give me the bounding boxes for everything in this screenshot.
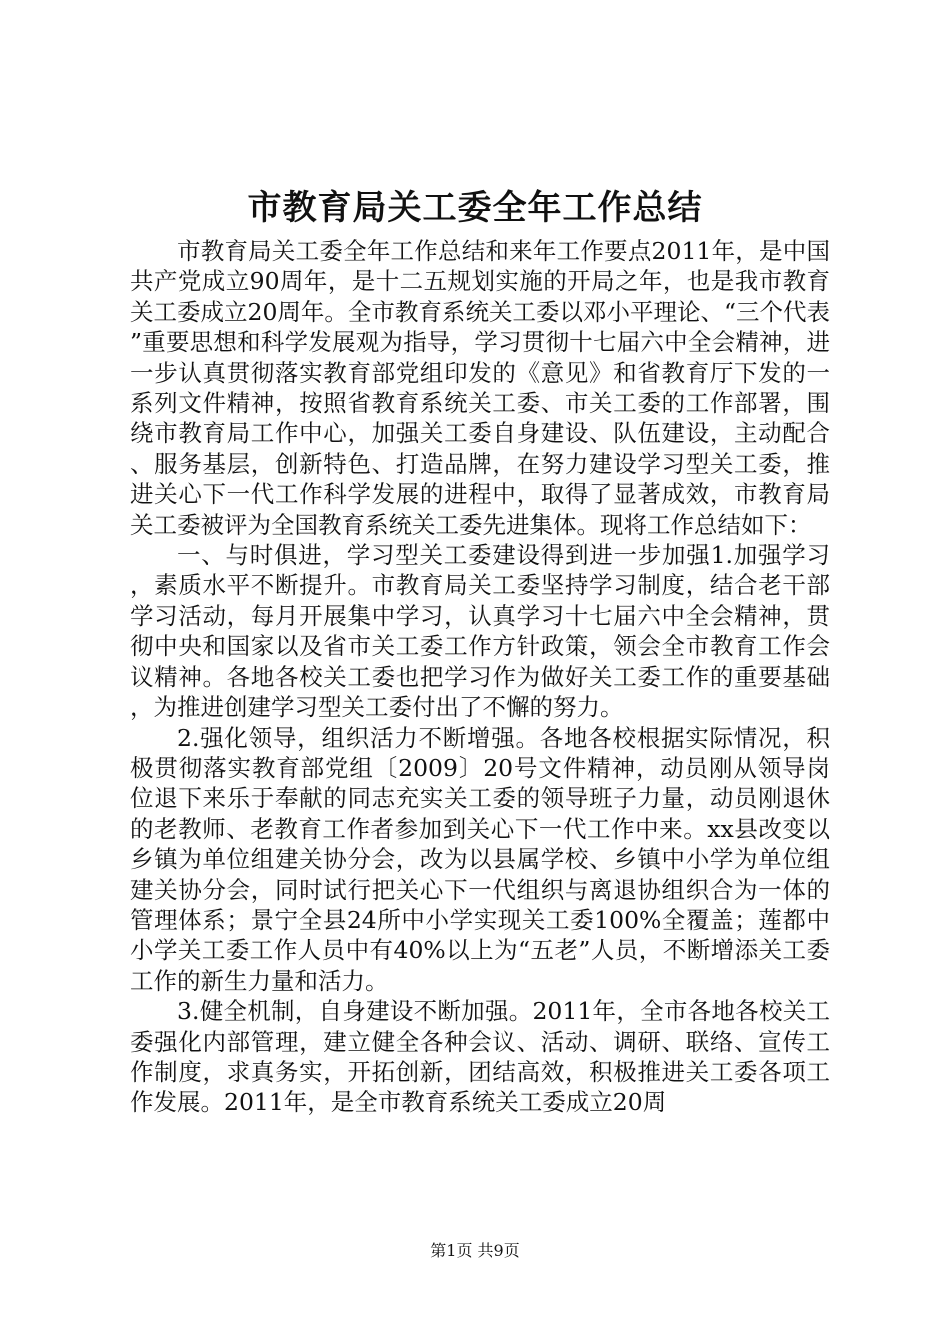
paragraph-section-2: 2.强化领导，组织活力不断增强。各地各校根据实际情况，积极贯彻落实教育部党组〔2009〕20号文件精神，动员刚从领导岗位退下来乐于奉献的同志充实关工委的领导班子力量，动员刚退休的老教师、老教育工作者参加到关心下一代工作中来。xx县改变以乡镇为单位组建关协分会，改为以县属学校、乡镇中小学为单位组建关协分会，同时试行把关心下一代组织与离退协组织合为一体的管理体系；景宁全县24所中小学实现关工委100%全覆盖；莲都中小学关工委工作人员中有40%以上为“五老”人员，不断增添关工委工作的新生力量和活力。 [130,723,830,995]
page-number: 第1页 共9页 [430,1241,520,1260]
paragraph-intro: 市教育局关工委全年工作总结和来年工作要点2011年，是中国共产党成立90周年，是十二五规划实施的开局之年，也是我市教育关工委成立20周年。全市教育系统关工委以邓小平理论、“三个代表”重要思想和科学发展观为指导，学习贯彻十七届六中全会精神，进一步认真贯彻落实教育部党组印发的《意见》和省教育厅下发的一系列文件精神，按照省教育系统关工委、市关工委的工作部署，围绕市教育局工作中心，加强关工委自身建设、队伍建设，主动配合、服务基层，创新特色、打造品牌，在努力建设学习型关工委，推进关心下一代工作科学发展的进程中，取得了显著成效，市教育局关工委被评为全国教育系统关工委先进集体。现将工作总结如下： [130,237,830,539]
paragraph-section-3: 3.健全机制，自身建设不断加强。2011年，全市各地各校关工委强化内部管理，建立健全各种会议、活动、调研、联络、宣传工作制度，求真务实，开拓创新，团结高效，积极推进关工委各项工作发展。2011年，是全市教育系统关工委成立20周 [130,997,830,1117]
document-body [130,236,830,1118]
document-title: 市教育局关工委全年工作总结 [247,188,703,228]
paragraph-section-1: 一、与时俱进，学习型关工委建设得到进一步加强1.加强学习，素质水平不断提升。市教育局关工委坚持学习制度，结合老干部学习活动，每月开展集中学习，认真学习十七届六中全会精神，贯彻中央和国家以及省市关工委工作方针政策，领会全市教育工作会议精神。各地各校关工委也把学习作为做好关工委工作的重要基础，为推进创建学习型关工委付出了不懈的努力。 [130,541,830,722]
